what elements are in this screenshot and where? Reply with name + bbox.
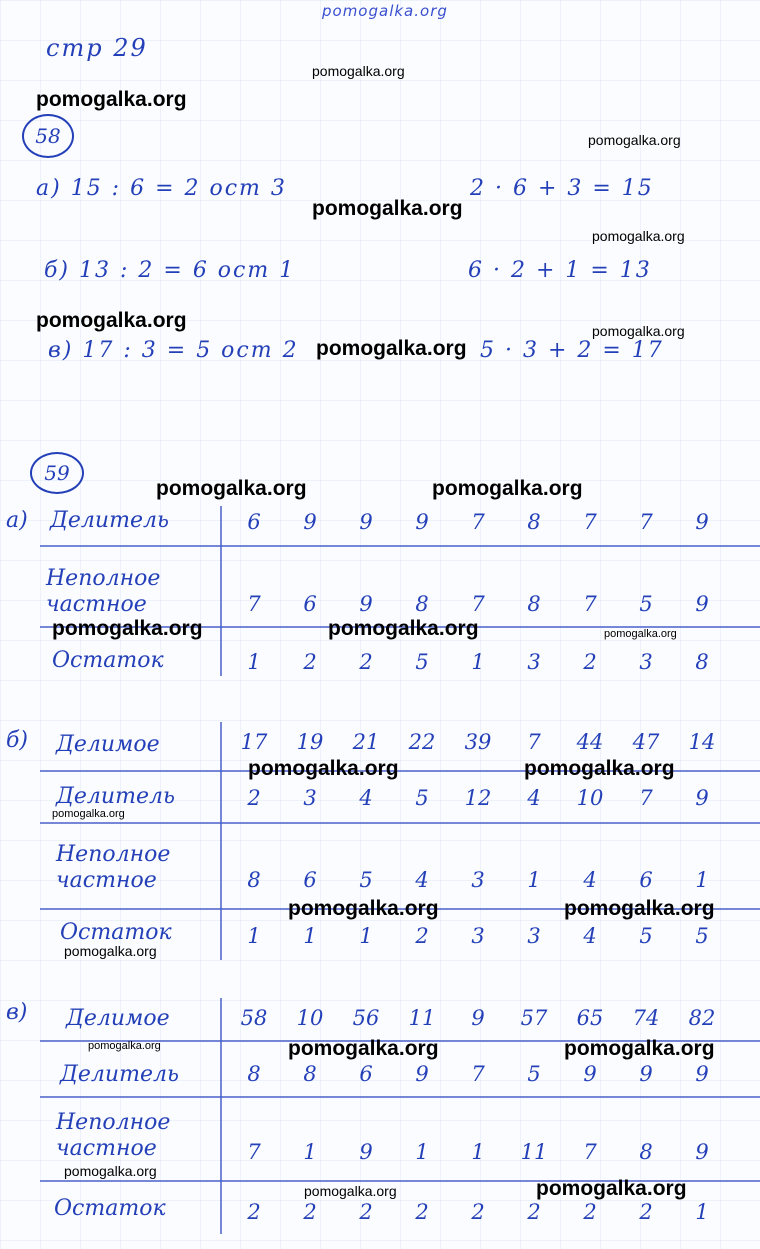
table-cell: 2	[583, 650, 597, 674]
watermark: pomogalka.org	[588, 132, 681, 148]
watermark: pomogalka.org	[316, 337, 467, 360]
table-cell: 74	[632, 1006, 660, 1030]
exercise-59-number: 59	[30, 452, 84, 494]
table-cell: 1	[695, 1200, 709, 1224]
table-cell: 9	[359, 1140, 373, 1164]
table-cell: 14	[688, 730, 716, 754]
table-cell: 2	[527, 1200, 541, 1224]
table-cell: 9	[359, 510, 373, 534]
table-cell: 9	[471, 1006, 485, 1030]
page-reference: стр 29	[46, 34, 148, 62]
watermark: pomogalka.org	[312, 197, 463, 220]
table-c-row-1-label: Делитель	[60, 1062, 179, 1087]
watermark: pomogalka.org	[156, 477, 307, 500]
table-a-letter: а)	[6, 508, 28, 533]
table-b-row-0-label: Делимое	[56, 732, 160, 757]
table-cell: 9	[583, 1062, 597, 1086]
table-cell: 2	[415, 924, 429, 948]
watermark: pomogalka.org	[88, 1040, 161, 1052]
table-cell: 1	[303, 924, 317, 948]
ex58-line-a-left: а) 15 : 6 = 2 ост 3	[36, 176, 287, 201]
table-cell: 10	[296, 1006, 324, 1030]
table-cell: 58	[240, 1006, 268, 1030]
table-cell: 2	[247, 786, 261, 810]
table-c-row-1	[228, 1062, 728, 1086]
table-b-row-2	[228, 868, 728, 892]
table-c-row-3	[228, 1200, 728, 1224]
table-cell: 2	[471, 1200, 485, 1224]
table-c-rule-2	[40, 1096, 760, 1098]
table-cell: 1	[359, 924, 373, 948]
table-cell: 9	[415, 1062, 429, 1086]
table-c-row-2	[228, 1140, 728, 1164]
watermark: pomogalka.org	[524, 757, 675, 780]
table-b-row-2-label: Неполное частное	[56, 842, 171, 893]
table-cell: 5	[639, 592, 653, 616]
table-cell: 3	[303, 786, 317, 810]
ex58-line-b-left: б) 13 : 2 = 6 ост 1	[44, 258, 296, 283]
table-cell: 9	[695, 592, 709, 616]
table-cell: 7	[639, 510, 653, 534]
table-cell: 9	[303, 510, 317, 534]
table-b-row-1-label: Делитель	[56, 784, 175, 809]
table-cell: 1	[415, 1140, 429, 1164]
table-cell: 1	[695, 868, 709, 892]
table-b-row-3-label: Остаток	[60, 920, 172, 945]
table-cell: 1	[527, 868, 541, 892]
table-cell: 2	[303, 1200, 317, 1224]
table-a-row-1-label: Неполное частное	[46, 566, 161, 617]
table-b-row-1	[228, 786, 728, 810]
table-cell: 6	[303, 592, 317, 616]
ex58-line-c-left: в) 17 : 3 = 5 ост 2	[48, 338, 299, 363]
table-cell: 3	[527, 924, 541, 948]
watermark: pomogalka.org	[64, 943, 157, 959]
table-cell: 6	[247, 510, 261, 534]
ex58-line-a-right: 2 · 6 + 3 = 15	[470, 176, 654, 201]
table-cell: 3	[471, 868, 485, 892]
table-cell: 2	[247, 1200, 261, 1224]
table-a-row-1	[228, 592, 728, 616]
table-a-rule-1	[40, 545, 760, 547]
table-cell: 8	[527, 592, 541, 616]
table-b-rule-2	[40, 822, 760, 824]
watermark: pomogalka.org	[564, 1037, 715, 1060]
watermark: pomogalka.org	[36, 309, 187, 332]
table-cell: 11	[408, 1006, 436, 1030]
table-cell: 9	[695, 1140, 709, 1164]
table-cell: 7	[247, 592, 261, 616]
table-cell: 3	[639, 650, 653, 674]
table-a-row-0	[228, 510, 728, 534]
table-a-divider	[220, 506, 222, 676]
table-cell: 7	[471, 510, 485, 534]
table-cell: 5	[639, 924, 653, 948]
table-cell: 7	[471, 592, 485, 616]
table-cell: 9	[695, 510, 709, 534]
watermark: pomogalka.org	[52, 808, 125, 820]
table-cell: 10	[576, 786, 604, 810]
table-b-letter: б)	[6, 728, 29, 753]
watermark: pomogalka.org	[36, 88, 187, 111]
table-cell: 7	[583, 1140, 597, 1164]
table-cell: 4	[415, 868, 429, 892]
table-cell: 8	[415, 592, 429, 616]
table-a-row-0-label: Делитель	[50, 508, 169, 533]
table-cell: 2	[359, 1200, 373, 1224]
watermark: pomogalka.org	[64, 1163, 157, 1179]
table-cell: 3	[527, 650, 541, 674]
watermark: pomogalka.org	[288, 1037, 439, 1060]
table-a-row-2-label: Остаток	[52, 648, 164, 673]
table-cell: 7	[527, 730, 541, 754]
table-c-row-0-label: Делимое	[66, 1006, 170, 1031]
table-cell: 4	[583, 868, 597, 892]
table-cell: 22	[408, 730, 436, 754]
table-cell: 57	[520, 1006, 548, 1030]
ex58-line-b-right: 6 · 2 + 1 = 13	[468, 258, 652, 283]
table-cell: 5	[415, 650, 429, 674]
table-cell: 7	[471, 1062, 485, 1086]
table-cell: 7	[247, 1140, 261, 1164]
table-cell: 9	[415, 510, 429, 534]
table-cell: 8	[695, 650, 709, 674]
watermark: pomogalka.org	[312, 63, 405, 79]
table-cell: 5	[415, 786, 429, 810]
table-b-divider	[220, 722, 222, 960]
table-cell: 56	[352, 1006, 380, 1030]
table-cell: 9	[359, 592, 373, 616]
table-cell: 11	[520, 1140, 548, 1164]
watermark: pomogalka.org	[328, 617, 479, 640]
watermark: pomogalka.org	[288, 897, 439, 920]
table-cell: 1	[471, 1140, 485, 1164]
table-cell: 9	[639, 1062, 653, 1086]
table-c-row-2-label: Неполное частное	[56, 1110, 171, 1161]
table-c-letter: в)	[6, 1000, 28, 1025]
ex58-line-c-right: 5 · 3 + 2 = 17	[480, 338, 664, 363]
table-cell: 8	[247, 1062, 261, 1086]
table-cell: 4	[359, 786, 373, 810]
table-cell: 12	[464, 786, 492, 810]
table-c-row-3-label: Остаток	[54, 1196, 166, 1221]
table-cell: 2	[415, 1200, 429, 1224]
table-cell: 8	[639, 1140, 653, 1164]
table-cell: 9	[695, 1062, 709, 1086]
table-cell: 1	[247, 650, 261, 674]
table-cell: 1	[247, 924, 261, 948]
table-cell: 2	[639, 1200, 653, 1224]
watermark: pomogalka.org	[536, 1177, 687, 1200]
table-cell: 47	[632, 730, 660, 754]
table-cell: 82	[688, 1006, 716, 1030]
table-cell: 5	[695, 924, 709, 948]
table-cell: 2	[303, 650, 317, 674]
table-cell: 4	[583, 924, 597, 948]
watermark: pomogalka.org	[592, 228, 685, 244]
table-cell: 19	[296, 730, 324, 754]
table-a-row-2	[228, 650, 728, 674]
watermark: pomogalka.org	[604, 628, 677, 640]
table-cell: 7	[639, 786, 653, 810]
table-cell: 7	[583, 510, 597, 534]
watermark: pomogalka.org	[564, 897, 715, 920]
table-cell: 44	[576, 730, 604, 754]
exercise-58-number: 58	[22, 114, 74, 158]
table-c-row-0	[228, 1006, 728, 1030]
table-cell: 8	[247, 868, 261, 892]
watermark: pomogalka.org	[304, 1183, 397, 1199]
table-cell: 6	[359, 1062, 373, 1086]
table-cell: 65	[576, 1006, 604, 1030]
table-cell: 1	[471, 650, 485, 674]
table-cell: 3	[471, 924, 485, 948]
table-cell: 8	[527, 510, 541, 534]
table-cell: 17	[240, 730, 268, 754]
watermark: pomogalka.org	[592, 323, 685, 339]
table-cell: 7	[583, 592, 597, 616]
table-cell: 39	[464, 730, 492, 754]
table-cell: 6	[303, 868, 317, 892]
site-header-logo[interactable]: pomogalka.org	[322, 2, 448, 20]
table-b-row-3	[228, 924, 728, 948]
table-cell: 9	[695, 786, 709, 810]
table-b-row-0	[228, 730, 728, 754]
watermark: pomogalka.org	[52, 617, 203, 640]
table-c-divider	[220, 998, 222, 1234]
table-cell: 1	[303, 1140, 317, 1164]
table-cell: 4	[527, 786, 541, 810]
table-cell: 6	[639, 868, 653, 892]
table-cell: 5	[527, 1062, 541, 1086]
watermark: pomogalka.org	[248, 757, 399, 780]
table-cell: 2	[359, 650, 373, 674]
table-cell: 5	[359, 868, 373, 892]
watermark: pomogalka.org	[432, 477, 583, 500]
table-cell: 8	[303, 1062, 317, 1086]
table-cell: 21	[352, 730, 380, 754]
table-cell: 2	[583, 1200, 597, 1224]
